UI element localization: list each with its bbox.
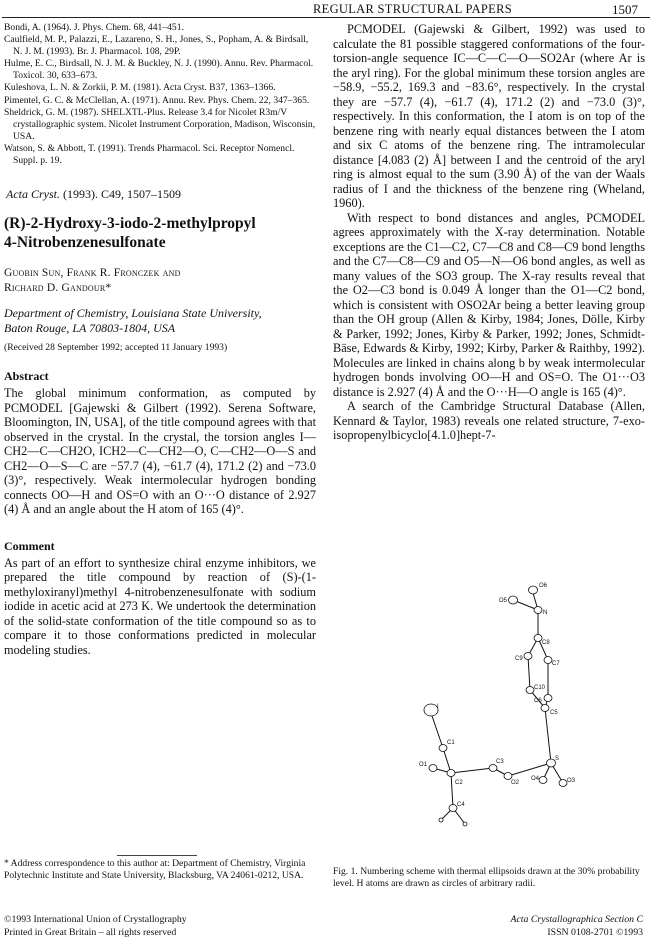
reference-item: Bondi, A. (1964). J. Phys. Chem. 68, 441–451. bbox=[4, 22, 184, 33]
atom-c8 bbox=[534, 635, 542, 642]
left-column bbox=[4, 22, 316, 657]
atom-c1 bbox=[439, 745, 447, 752]
atom-o4 bbox=[539, 777, 547, 784]
atom-c10 bbox=[526, 687, 534, 694]
comment-text: As part of an effort to synthesize chiral enzyme inhibitors, we prepared the title compound by reaction of (S)-(1-methyloxiranyl)methyl 4-nitrobenzenesulfonate with sodium iodide in acetic acid at 273 K. We undertook the determination of the solid-state conformation of the title compound so as to compare it to those conformations predicted in molecular modeling studies. bbox=[4, 555, 316, 657]
atom-label: C10 bbox=[534, 685, 546, 691]
atom-label: N bbox=[543, 610, 548, 616]
ortep-figure bbox=[333, 568, 645, 863]
footer-left bbox=[4, 914, 187, 939]
reference-item: Sheldrick, G. M. (1987). SHELXTL-Plus. Release 3.4 for Nicolet R3m/V crystallographic system. Nicolet Instrument Corporation, Madison, Wisconsin, USA. bbox=[4, 106, 316, 142]
reference-item: Kuleshova, L. N. & Zorkii, P. M. (1981). Acta Cryst. B37, 1363–1366. bbox=[4, 82, 276, 94]
atom-o2 bbox=[504, 773, 512, 780]
page-number: 1507 bbox=[612, 2, 638, 17]
journal-section: Acta Crystallographica Section C bbox=[510, 914, 643, 925]
body-paragraph: A search of the Cambridge Structural Database (Allen, Kennard & Taylor, 1983) reveals one related structure, 7-exo-isopropenylbicyclo[4.1.0]hept-7- bbox=[333, 399, 645, 442]
footer-right bbox=[510, 914, 643, 939]
atom-c9 bbox=[524, 653, 532, 660]
printed-line: Printed in Great Britain – all rights reserved bbox=[4, 926, 177, 938]
atom-label: C5 bbox=[550, 710, 558, 716]
figure-caption: Fig. 1. Numbering scheme with thermal ellipsoids drawn at the 30% probability level. H atoms are drawn as circles of arbitrary radii. bbox=[333, 866, 640, 889]
atom-i bbox=[424, 704, 438, 716]
bond-c1-i bbox=[431, 713, 443, 748]
atom-label: O1 bbox=[419, 762, 428, 768]
citation-journal: Acta Cryst. bbox=[6, 187, 60, 202]
atom-label: C8 bbox=[542, 640, 550, 646]
authors-line: Richard D. Gandour* bbox=[4, 282, 112, 295]
atom-c3 bbox=[489, 765, 497, 772]
atom-label: C3 bbox=[496, 759, 504, 765]
reference-item: Pimentel, G. C. & McClellan, A. (1971). Annu. Rev. Phys. Chem. 22, 347–365. bbox=[4, 94, 310, 106]
atom-label: O3 bbox=[567, 778, 576, 784]
title-line: 4-Nitrobenzenesulfonate bbox=[4, 234, 166, 252]
authors-line: Guobin Sun, Frank R. Fronczek and bbox=[4, 267, 181, 280]
atom-label: I bbox=[437, 704, 439, 710]
atom-o6 bbox=[529, 586, 538, 594]
atom-label: C7 bbox=[552, 661, 560, 667]
atom-h bbox=[463, 822, 467, 826]
author-list bbox=[4, 266, 316, 296]
atom-o1 bbox=[429, 765, 437, 772]
atom-label: O2 bbox=[511, 780, 520, 786]
abstract-heading: Abstract bbox=[4, 369, 49, 384]
atom-c6 bbox=[544, 695, 552, 702]
copyright-line: ©1993 International Union of Crystallography bbox=[4, 914, 187, 925]
article-title bbox=[4, 214, 316, 252]
atom-label: O6 bbox=[539, 583, 548, 589]
atom-n bbox=[534, 607, 542, 614]
atom-label: O4 bbox=[531, 776, 540, 782]
running-title: REGULAR STRUCTURAL PAPERS bbox=[313, 2, 512, 16]
comment-heading: Comment bbox=[4, 538, 55, 553]
atom-label: C1 bbox=[447, 740, 455, 746]
atom-label: S bbox=[555, 756, 560, 762]
reference-item: Hulme, E. C., Birdsall, N. J. M. & Buckley, N. J. (1990). Annu. Rev. Pharmacol. Toxicol. 30, 633–673. bbox=[4, 58, 314, 82]
title-line: (R)-2-Hydroxy-3-iodo-2-methylpropyl bbox=[4, 215, 256, 233]
running-header bbox=[0, 2, 650, 18]
right-column bbox=[333, 22, 645, 443]
atom-c2 bbox=[447, 770, 455, 777]
reference-item: Watson, S. & Abbott, T. (1991). Trends Pharmacol. Sci. Receptor Nomencl. Suppl. p. 19. bbox=[4, 142, 295, 167]
citation-details: (1993). C49, 1507–1509 bbox=[63, 187, 181, 202]
atom-o3 bbox=[559, 780, 567, 787]
correspondence-footnote: * Address correspondence to this author at: Department of Chemistry, Virginia Polytechnic Institute and State University, Blacksburg, VA 24061-0212, USA. bbox=[4, 858, 306, 881]
header-rule bbox=[2, 17, 650, 18]
affiliation-line: Department of Chemistry, Louisiana State University, bbox=[4, 306, 262, 321]
atom-label: C9 bbox=[515, 656, 523, 662]
atom-c7 bbox=[544, 657, 552, 664]
affiliation bbox=[4, 306, 316, 335]
body-paragraph: PCMODEL (Gajewski & Gilbert, 1992) was used to calculate the 81 possible staggered conformations of the four-torsion-angle sequence IC—C—C—O—SO2Ar (where Ar is the aryl ring). For the global minimum these torsion angles are −58.9, −55.2, 169.3 and −83.6°, respectively. In the crystal they are −57.7 (4), −61.7 (4), 171.2 (2) and −73.0 (3)°, respectively. In this conformation, the I atom is on top of the benzene ring with nearly equal distances between the I atom and six C atoms of the benzene ring. The intramolecular distance [4.083 (2) Å] between I and the centroid of the aryl ring is almost equal to the sum (3.90 Å) of the van der Waals radius of I and the thickness of the benzene ring (Wheland, 1960). bbox=[333, 22, 645, 210]
bond-c3-c2 bbox=[451, 768, 493, 773]
atom-c5 bbox=[541, 705, 549, 712]
reference-list bbox=[4, 22, 316, 167]
journal-citation bbox=[6, 187, 316, 202]
bond-c2-c4 bbox=[451, 773, 453, 808]
atom-label: O5 bbox=[499, 598, 508, 604]
atom-h bbox=[439, 818, 443, 822]
atom-label: C2 bbox=[455, 780, 463, 786]
atom-c4 bbox=[449, 805, 457, 812]
footnote-rule bbox=[117, 855, 197, 856]
bond-s-o2 bbox=[508, 763, 551, 776]
bond-c5-s bbox=[545, 708, 551, 763]
affiliation-line: Baton Rouge, LA 70803-1804, USA bbox=[4, 320, 176, 335]
issn-line: ISSN 0108-2701 ©1993 bbox=[547, 926, 643, 938]
body-paragraph: With respect to bond distances and angles, PCMODEL agrees approximately with the X-ray determination. Notable exceptions are the C1—C2, C7—C8 and C8—C9 bond lengths and the C7—C8—C9 and O5—N—O6 bond angles, as well as many values of the SO3 group. The X-ray results reveal that the O2—C3 bond is 0.049 Å longer than the O1—C2 bond, which is consistent with OSO2Ar being a better leaving group than the OH group (Allen & Kirby, 1984; Jones, Dölle, Kirby & Parker, 1992; Jones, Kirby & Parker, 1992; Jones, Schmidt-Bäse, Edwards & Kirby, 1992; Kirby, Parker & Raithby, 1992). Molecules are linked in chains along b by weak intermolecular hydrogen bonds involving OO—H and OS=O. The O1···O3 distance is 2.927 (4) Å and the O···H—O angle is 165 (4)°. bbox=[333, 210, 645, 399]
atom-label: C6 bbox=[534, 698, 542, 704]
reference-item: Caulfield, M. P., Palazzi, E., Lazareno, S. H., Jones, S., Popham, A. & Birdsall, N. J. M. (1993). Br. J. Pharmacol. 108, 29P. bbox=[4, 34, 309, 58]
atom-label: C4 bbox=[457, 802, 465, 808]
abstract-text: The global minimum conformation, as computed by PCMODEL [Gajewski & Gilbert (1992). Serena Software, Bloomington, IN, USA], of the title compound agrees with that observed in the crystal. In the crystal, the torsion angles I—CH2—C—CH2O, ICH2—C—CH2—O, C—CH2—O—S and CH2—O—S—C are −57.7 (4), −61.7 (4), 171.2 (2) and −73.0 (3)°, respectively. Weak intermolecular hydrogen bonding connects OO—H and OS=O with an O···O distance of 2.927 (4) Å and an angle about the H atom of 165 (4)°. bbox=[4, 386, 316, 517]
atom-o5 bbox=[509, 596, 518, 604]
bond-c9-c10 bbox=[528, 656, 530, 690]
received-dates: (Received 28 September 1992; accepted 11 January 1993) bbox=[4, 342, 228, 354]
